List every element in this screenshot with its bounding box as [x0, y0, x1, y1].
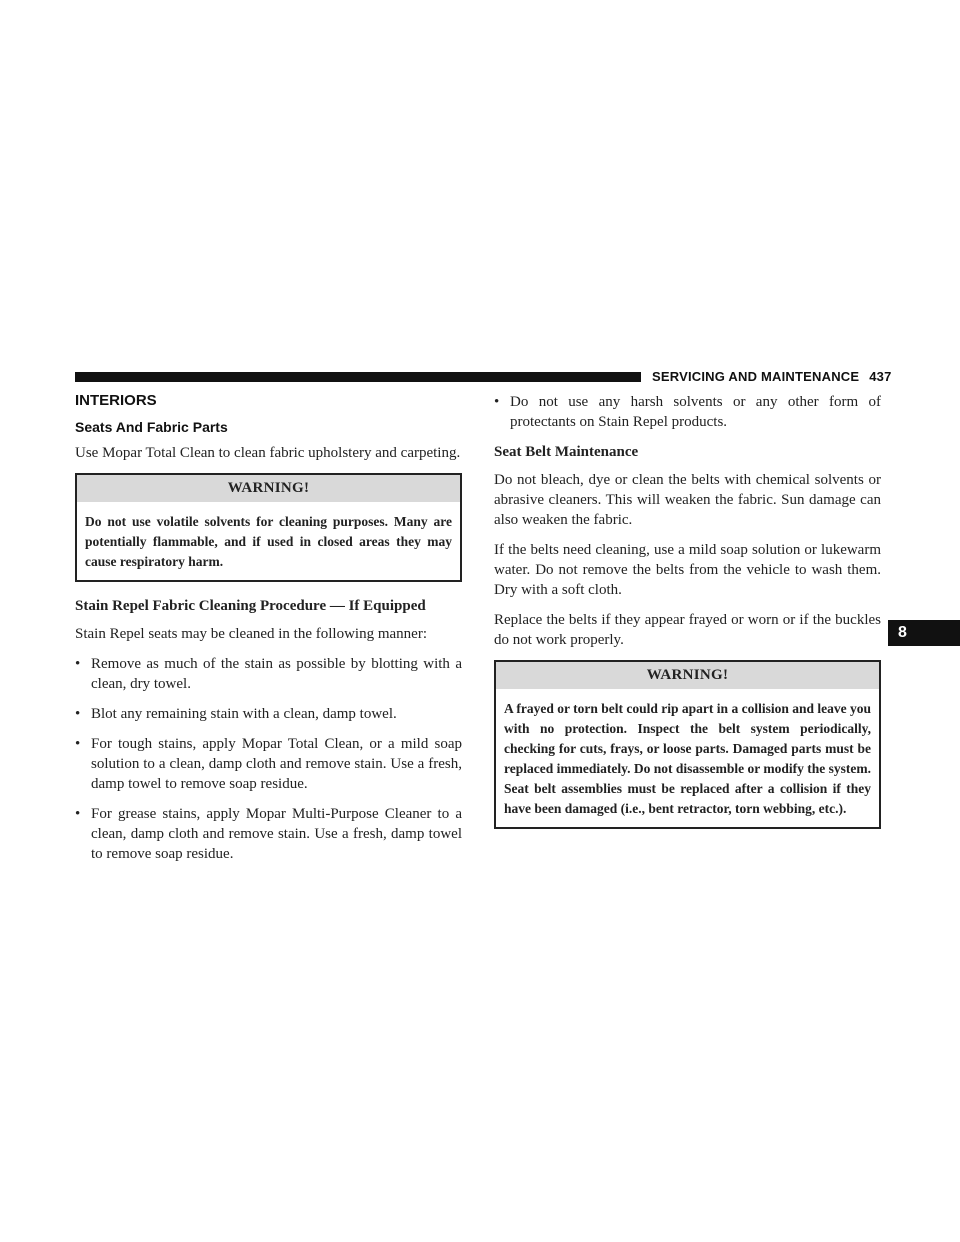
chapter-tab: 8	[888, 620, 960, 646]
warning-title: WARNING!	[496, 662, 879, 689]
bullet-icon: •	[75, 706, 81, 722]
subheading: Seats And Fabric Parts	[75, 419, 228, 435]
right-column	[494, 392, 881, 843]
left-column	[75, 392, 462, 874]
bullet-icon: •	[75, 806, 81, 822]
list-item: • Remove as much of the stain as possible by blotting with a clean, dry towel.	[75, 656, 462, 692]
procedure-heading: Stain Repel Fabric Cleaning Procedure — If Equipped	[75, 598, 426, 614]
list-item: • For tough stains, apply Mopar Total Clean, or a mild soap solution to a clean, damp cloth and remove stain. Use a fresh, damp towel to remove soap residue.	[75, 736, 462, 792]
list-item: • Blot any remaining stain with a clean, damp towel.	[75, 706, 397, 722]
warning-body: A frayed or torn belt could rip apart in a collision and leave you with no protection. Inspect the belt system periodically, checking for cuts, frays, or loose parts. Damaged parts must be replaced immediately. Do not disassemble or modify the system. Seat belt assemblies must be replaced after a collision if they have been damaged (i.e., bent retractor, torn webbing, etc.).	[504, 701, 871, 816]
section-heading: INTERIORS	[75, 392, 157, 409]
continued-list	[494, 392, 881, 432]
paragraph: If the belts need cleaning, use a mild soap solution or lukewarm water. Do not remove the belts from the vehicle to wash them. Dry with a soft cloth.	[494, 542, 881, 598]
section-title: SERVICING AND MAINTENANCE	[652, 369, 860, 384]
intro-paragraph: Use Mopar Total Clean to clean fabric upholstery and carpeting.	[75, 445, 461, 461]
warning-title: WARNING!	[77, 475, 460, 502]
paragraph: Replace the belts if they appear frayed or worn or if the buckles do not work properly.	[494, 612, 881, 648]
list-item: • Do not use any harsh solvents or any other form of protectants on Stain Repel products.	[494, 394, 881, 430]
page-number: 437	[869, 369, 892, 384]
bullet-icon: •	[75, 736, 81, 752]
running-header	[652, 369, 892, 384]
list-item: • For grease stains, apply Mopar Multi-Purpose Cleaner to a clean, damp cloth and remove stain. Use a fresh, damp towel to remove soap residue.	[75, 806, 462, 862]
bullet-icon: •	[494, 394, 500, 410]
header-rule	[75, 372, 641, 382]
warning-box	[494, 660, 881, 829]
procedure-intro: Stain Repel seats may be cleaned in the following manner:	[75, 626, 427, 642]
procedure-list	[75, 654, 462, 864]
bullet-icon: •	[75, 656, 81, 672]
seat-belt-heading: Seat Belt Maintenance	[494, 444, 639, 460]
warning-box	[75, 473, 462, 582]
warning-body: Do not use volatile solvents for cleaning purposes. Many are potentially flammable, and if used in closed areas they may cause respiratory harm.	[85, 514, 452, 569]
paragraph: Do not bleach, dye or clean the belts with chemical solvents or abrasive cleaners. This will weaken the fabric. Sun damage can also weaken the fabric.	[494, 472, 881, 528]
